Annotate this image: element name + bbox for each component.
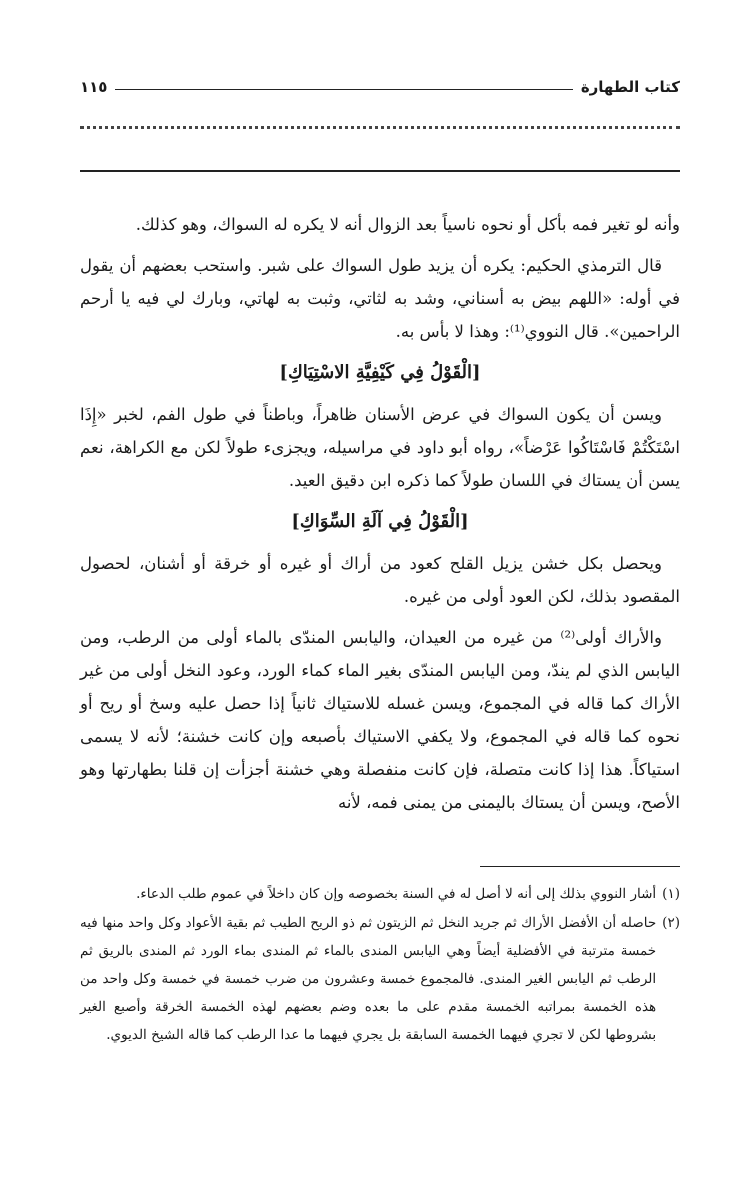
paragraph: والأراك أولى⁽²⁾ من غيره من العيدان، واليابس المندّى بالماء أولى من الرطب، ومن اليابس الذي لم يندّ، ومن اليابس المندّى بغير الماء كماء الورد، وعود النخل أولى من غير الأراك كما قاله في المجموع، ويسن غسله للاستياك ثانياً إذا حصل عليه وسخ أو ريح أو نحوه كما قاله في المجموع، ولا يكفي الاستياك بأصبعه وإن كانت خشنة؛ لأنه لا يسمى استياكاً. هذا إذا كانت متصلة، فإن كانت منفصلة وهي خشنة أجزأت إن قلنا بطهارتها وهو الأصح، ويسن أن يستاك باليمنى من يمنى فمه، لأنه (80, 628, 680, 812)
section-heading: [الْقَوْلُ فِي آلَةِ السِّوَاكِ] (291, 511, 469, 532)
paragraph: ويحصل بكل خشن يزيل القلح كعود من أراك أو غيره أو خرقة أو أشنان، لحصول المقصود بذلك، لكن العود أولى من غيره. (80, 554, 680, 606)
running-head (80, 74, 680, 100)
solid-divider (80, 170, 680, 172)
footnote (80, 909, 680, 1049)
paragraph: وأنه لو تغير فمه بأكل أو نحوه ناسياً بعد الزوال أنه لا يكره له السواك، وهو كذلك. (135, 215, 680, 234)
main-text (80, 208, 680, 827)
paragraph: قال الترمذي الحكيم: يكره أن يزيد طول السواك على شبر. واستحب بعضهم أن يقول في أوله: «اللهم بيض به أسناني، وشد به لثاتي، وثبت به لهاتي، وبارك لي فيه يا أرحم الراحمين». قال النووي⁽¹⁾: وهذا لا بأس به. (80, 256, 680, 341)
footnote (80, 880, 680, 908)
header-rule (115, 89, 572, 90)
footnote-text: أشار النووي بذلك إلى أنه لا أصل له في السنة بخصوصه وإن كان داخلاً في عموم طلب الدعاء. (136, 886, 657, 902)
dotted-divider (80, 126, 680, 129)
section-heading: [الْقَوْلُ فِي كَيْفِيَّةِ الاسْتِيَاكِ] (279, 362, 481, 383)
page-number: ١١٥ (80, 78, 108, 96)
book-title: كتاب الطهارة (580, 78, 680, 96)
footnote-text: حاصله أن الأفضل الأراك ثم جريد النخل ثم الزيتون ثم ذو الريح الطيب ثم بقية الأعواد وكل واحد منها فيه خمسة مترتبة في الأفضلية أيضاً وهي اليابس المندى بالماء ثم المندى بماء الورد ثم المندى بالريق ثم الرطب ثم اليابس الغير المندى. فالمجموع خمسة وعشرون من ضرب خمسة في خمسة وكل واحد من هذه الخمسة بمراتبه الخمسة مقدم على ما بعده وضم بعضهم لهذه الخمسة الخرقة وأصبع الغير بشروطها لكن لا تجري فيهما الخمسة السابقة بل يجري فيهما ما عدا الرطب كما قاله الشيخ الديوي. (80, 915, 657, 1043)
footnotes (80, 880, 680, 1050)
footnote-number: (٢) (662, 915, 680, 931)
footnote-separator (480, 866, 680, 867)
paragraph: ويسن أن يكون السواك في عرض الأسنان ظاهراً، وباطناً في طول الفم، لخبر «إِذَا اسْتَكْتُمْ فَاسْتَاكُوا عَرْضاً»، رواه أبو داود في مراسيله، ويجزىء طولاً لكن مع الكراهة، نعم يسن أن يستاك في اللسان طولاً كما ذكره ابن دقيق العيد. (80, 405, 680, 490)
footnote-number: (١) (662, 886, 680, 902)
